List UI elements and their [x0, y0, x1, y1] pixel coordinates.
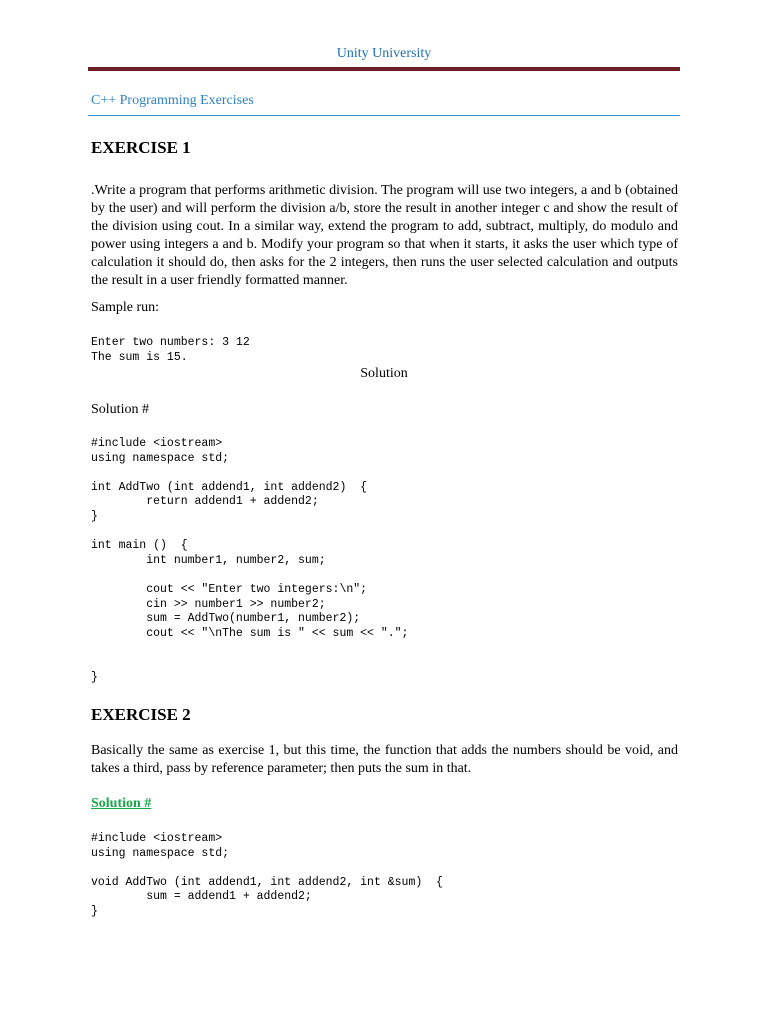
exercise-1-description: .Write a program that performs arithmetic division. The program will use two integers, a and b (obtained by the user) and will perform the division a/b, store the result in another integer c and show the result of the division using cout. In a similar way, extend the program to add, subtract, multiply, do modulo and power using integers a and b. Modify your program so that when it starts, it asks the user which type of calculation it should do, then asks for the 2 integers, then runs the user selected calculation and outputs the result in a user friendly formatted manner.	[91, 183, 678, 288]
header-title: Unity University	[336, 46, 432, 61]
exercise-1-code: #include <iostream> using namespace std; int AddTwo (int addend1, int addend2) { return addend1 + addend2; } int main () { int number1, number2, sum; cout << "Enter two integers:\n"; cin >> number1 >> number2; sum = AddTwo(number1, number2); cout << "\nThe sum is " << sum << "."; }	[91, 437, 409, 684]
solution-title: Solution	[360, 366, 408, 381]
exercise-2-solution-link[interactable]: Solution #	[91, 796, 152, 811]
exercise-1-heading: EXERCISE 1	[91, 138, 191, 157]
exercise-2-heading: EXERCISE 2	[91, 705, 191, 724]
exercise-1-solution-label: Solution #	[91, 402, 149, 417]
header-divider	[88, 67, 680, 71]
exercise-2-description: Basically the same as exercise 1, but this time, the function that adds the numbers should be void, and takes a third, pass by reference parameter; then puts the sum in that.	[91, 743, 678, 776]
sample-run-output: Enter two numbers: 3 12 The sum is 15.	[91, 336, 250, 364]
sample-run-label: Sample run:	[91, 300, 160, 315]
document-subtitle: C++ Programming Exercises	[91, 93, 254, 108]
exercise-2-code: #include <iostream> using namespace std; void AddTwo (int addend1, int addend2, int &sum) { sum = addend1 + addend2; }	[91, 832, 443, 918]
subtitle-divider	[88, 115, 680, 116]
